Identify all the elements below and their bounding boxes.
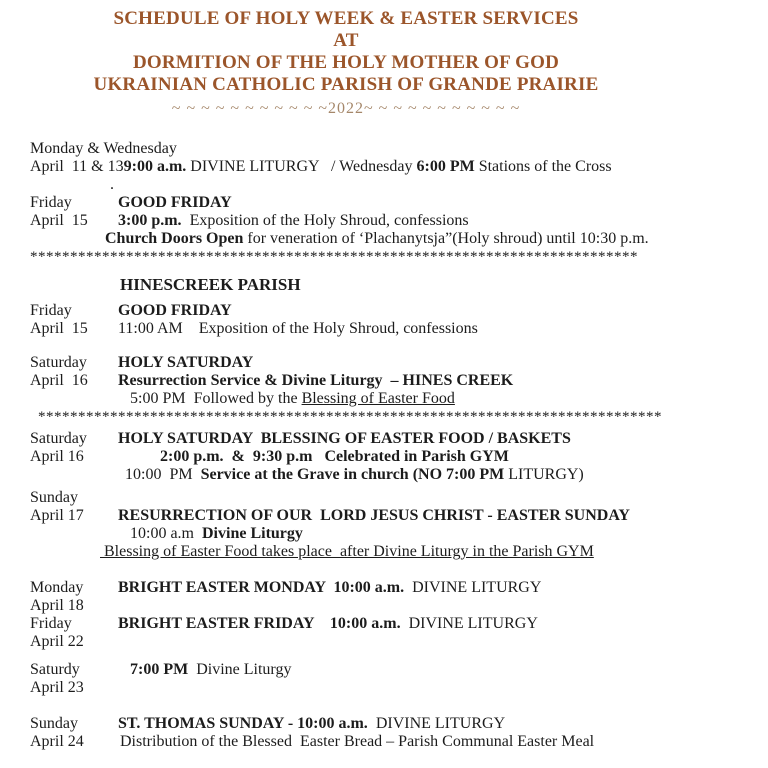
schedule-rows [0, 120, 768, 751]
entry-text [118, 372, 513, 390]
schedule-row [30, 525, 768, 543]
day-date-label: April 22 [30, 633, 84, 650]
schedule-row [30, 679, 768, 697]
text-segment: ST. THOMAS SUNDAY - 10:00 a.m. [118, 715, 368, 732]
entry-text [118, 320, 478, 338]
entry-text [118, 507, 630, 525]
schedule-row [30, 661, 768, 679]
day-date-label [30, 390, 118, 408]
entry-text [160, 448, 509, 466]
asterisk-divider: **************************************************************************** [30, 249, 638, 265]
text-segment: BRIGHT EASTER FRIDAY 10:00 a.m. [118, 615, 401, 632]
entry-text [130, 525, 303, 543]
day-date-label: Friday [30, 194, 72, 211]
schedule-row [30, 507, 768, 525]
entry-text [118, 615, 538, 633]
text-segment: Resurrection Service & Divine Liturgy – HINES CREEK [118, 372, 514, 389]
entry-text [124, 158, 612, 176]
schedule-row [30, 176, 768, 194]
schedule-row [30, 302, 768, 320]
schedule-row [30, 466, 768, 484]
schedule-row [30, 633, 768, 651]
text-segment: 7:00 PM [130, 661, 189, 678]
day-date-label: Sunday [30, 715, 78, 732]
day-date-label: Sunday [30, 489, 78, 506]
parish-heading: HINESCREEK PARISH [120, 275, 301, 294]
entry-text [118, 302, 232, 320]
text-segment: Church Doors Open [105, 230, 244, 247]
day-date-label: April 16 [30, 372, 88, 389]
text-segment: DIVINE LITURGY [400, 615, 538, 632]
text-segment: Service at the Grave in church (NO 7:00 PM [200, 466, 505, 483]
text-segment: 10:00 a.m [130, 525, 202, 542]
text-segment: DIVINE LITURGY / Wednesday [186, 158, 417, 175]
text-segment: Divine Liturgy [202, 525, 303, 542]
day-date-label [30, 176, 118, 194]
text-segment: Distribution of the Blessed Easter Bread – Parish Communal Easter Meal [120, 733, 595, 750]
entry-text [118, 354, 253, 372]
entry-text [110, 176, 114, 194]
schedule-row [30, 597, 768, 615]
day-date-label [30, 466, 118, 484]
text-segment: Stations of the Cross [474, 158, 612, 175]
asterisk-divider: ****************************************************************************** [38, 409, 662, 425]
text-segment: . [110, 176, 114, 193]
schedule-row [30, 615, 768, 633]
text-segment: LITURGY) [504, 466, 584, 483]
day-date-label: April 18 [30, 597, 84, 614]
schedule-row [30, 354, 768, 372]
day-date-label: Saturdy [30, 661, 80, 678]
text-segment: HOLY SATURDAY BLESSING OF EASTER FOOD / BASKETS [118, 430, 571, 447]
entry-text [118, 579, 541, 597]
day-date-label: April 16 [30, 448, 84, 465]
day-date-label: Monday & Wednesday [30, 140, 177, 157]
entry-text [120, 733, 594, 751]
entry-text [118, 212, 469, 230]
schedule-row [30, 158, 768, 176]
text-segment: GOOD FRIDAY [118, 302, 232, 319]
text-segment: Exposition of the Holy Shroud, confessions [181, 212, 469, 229]
entry-text [100, 543, 594, 561]
day-date-label: April 15 [30, 212, 88, 229]
entry-text [118, 430, 571, 448]
day-date-label: Friday [30, 615, 72, 632]
schedule-row [30, 579, 768, 597]
schedule-row [30, 140, 768, 158]
text-segment: GOOD FRIDAY [118, 194, 232, 211]
text-segment: HOLY SATURDAY [118, 354, 254, 371]
day-date-label: April 23 [30, 679, 84, 696]
day-date-label: April 11 & 13 [30, 158, 124, 175]
day-date-label [30, 525, 118, 543]
schedule-row [30, 390, 768, 408]
page-title-line-2: AT [333, 30, 359, 51]
entry-text [118, 715, 505, 733]
text-segment: DIVINE LITURGY [367, 715, 506, 732]
entry-text [130, 661, 291, 679]
text-segment: Blessing of Easter Food [301, 390, 455, 407]
text-segment: 10:00 PM [125, 466, 201, 483]
page-title-line-1: SCHEDULE OF HOLY WEEK & EASTER SERVICES [113, 8, 579, 29]
schedule-row [30, 543, 768, 561]
entry-text [125, 466, 584, 484]
text-segment: 11:00 AM Exposition of the Holy Shroud, confessions [118, 320, 478, 337]
schedule-row [30, 489, 768, 507]
text-segment: 6:00 PM [416, 158, 475, 175]
day-date-label: April 15 [30, 320, 88, 337]
entry-text [118, 194, 232, 212]
schedule-row [30, 448, 768, 466]
page-title-line-4: UKRAINIAN CATHOLIC PARISH OF GRANDE PRAIRIE [93, 74, 599, 95]
day-date-label: Saturday [30, 430, 87, 447]
day-date-label: April 24 [30, 733, 84, 750]
document-header [0, 0, 692, 120]
text-segment: 5:00 PM Followed by the [130, 390, 302, 407]
entry-text [105, 230, 649, 248]
text-segment: RESURRECTION OF OUR LORD JESUS CHRIST - EASTER SUNDAY [118, 507, 630, 524]
text-segment: Blessing of Easter Food takes place after Divine Liturgy in the Parish GYM [100, 543, 594, 560]
day-date-label: Saturday [30, 354, 87, 371]
text-segment: Divine Liturgy [188, 661, 292, 678]
text-segment: 9:00 a.m. [123, 158, 187, 175]
schedule-row [30, 430, 768, 448]
schedule-row [30, 194, 768, 212]
schedule-row [30, 320, 768, 338]
year-divider: ~ ~ ~ ~ ~ ~ ~ ~ ~ ~ ~2022~ ~ ~ ~ ~ ~ ~ ~ ~ ~ ~ [171, 100, 521, 117]
schedule-row [30, 715, 768, 733]
page-title-line-3: DORMITION OF THE HOLY MOTHER OF GOD [132, 52, 560, 73]
day-date-label: April 17 [30, 507, 84, 524]
text-segment: 3:00 p.m. [118, 212, 182, 229]
day-date-label: Monday [30, 579, 84, 596]
text-segment: BRIGHT EASTER MONDAY 10:00 a.m. [118, 579, 405, 596]
text-segment: 2:00 p.m. & 9:30 p.m Celebrated in Parish GYM [160, 448, 509, 465]
schedule-row [30, 733, 768, 751]
entry-text [130, 390, 455, 408]
text-segment: for veneration of ‘Plachanytsja”(Holy shroud) until 10:30 p.m. [243, 230, 649, 247]
schedule-row [30, 372, 768, 390]
text-segment: DIVINE LITURGY [404, 579, 542, 596]
schedule-row [30, 212, 768, 230]
day-date-label: Friday [30, 302, 72, 319]
schedule-row [30, 230, 768, 248]
